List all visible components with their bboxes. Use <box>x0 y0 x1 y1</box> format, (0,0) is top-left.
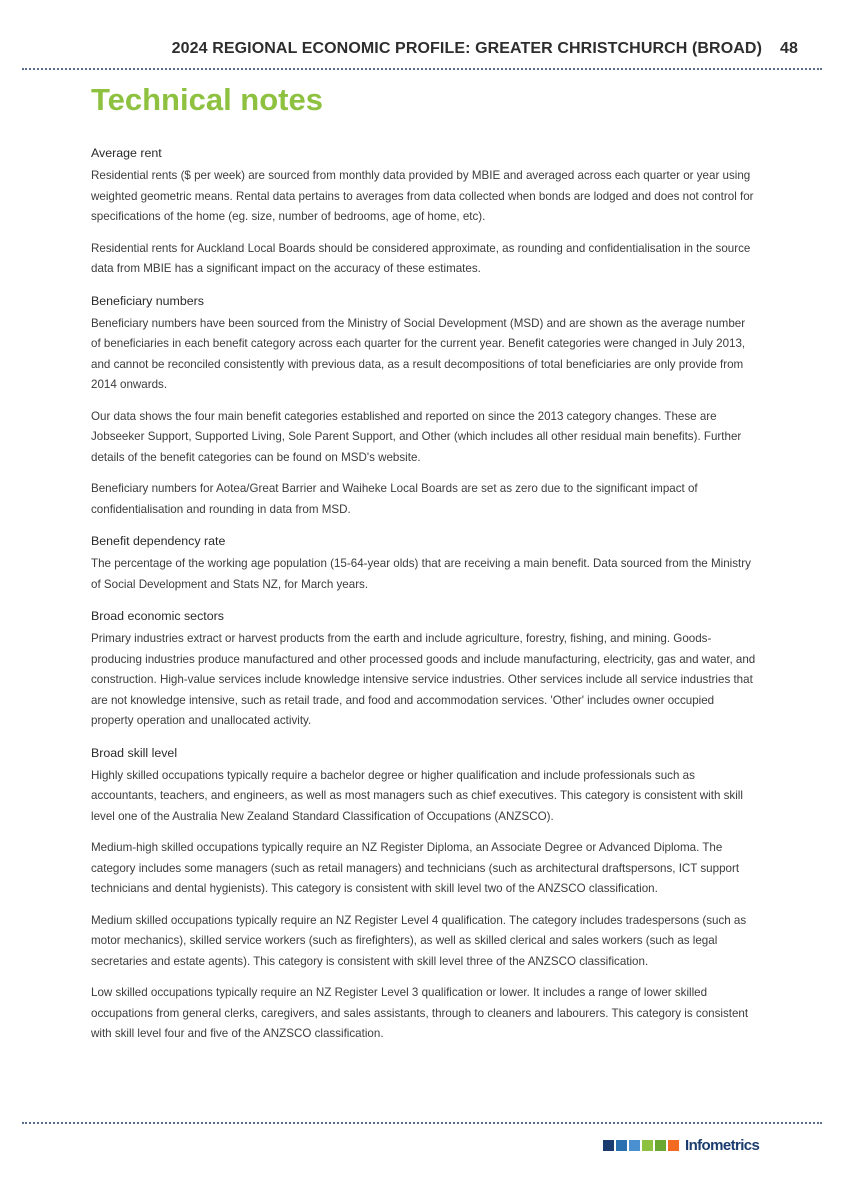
header-divider <box>22 68 822 70</box>
infometrics-logo <box>603 1135 759 1155</box>
section-paragraph: Beneficiary numbers have been sourced from the Ministry of Social Development (MSD) and are shown as the average number of beneficiaries in each benefit category across each quarter for the current year. Benefit categories were changed in July 2013, and cannot be reconciled consistently with previous data, as a result decompositions of total beneficiaries are only provide from 2014 onwards. <box>91 316 746 391</box>
section-benefit-dependency-rate <box>91 531 757 595</box>
logo-square <box>655 1140 666 1151</box>
section-paragraph: Residential rents ($ per week) are sourced from monthly data provided by MBIE and averaged across each quarter or year using weighted geometric means. Rental data pertains to averages from data collected when bonds are lodged and does not control for specifications of the home (eg. size, number of bedrooms, age of home, etc). <box>91 169 754 223</box>
logo-square <box>642 1140 653 1151</box>
logo-square <box>616 1140 627 1151</box>
section-paragraph: Medium skilled occupations typically require an NZ Register Level 4 qualification. The category includes tradespersons (such as motor mechanics), skilled service workers (such as firefighters), as well as skilled clerical and sales workers (such as legal secretaries and estate agents). This category is consistent with skill level three of the ANZSCO classification. <box>91 913 747 968</box>
page-number: 48 <box>780 40 798 57</box>
section-paragraph: Highly skilled occupations typically require a bachelor degree or higher qualification and include professionals such as accountants, teachers, and engineers, as well as most managers such as chief executives. This category is consistent with skill level one of the Australia New Zealand Standard Classification of Occupations (ANZSCO). <box>91 768 743 823</box>
page-header <box>0 40 798 58</box>
section-broad-economic-sectors <box>91 606 757 732</box>
section-paragraph: Residential rents for Auckland Local Boards should be considered approximate, as rounding and confidentialisation in the source data from MBIE has a significant impact on the accuracy of these estimates. <box>91 241 751 275</box>
document-title: 2024 REGIONAL ECONOMIC PROFILE: GREATER CHRISTCHURCH (BROAD) <box>171 40 762 57</box>
logo-square <box>603 1140 614 1151</box>
section-paragraph: Beneficiary numbers for Aotea/Great Barrier and Waiheke Local Boards are set as zero due to the significant impact of confidentialisation and rounding in data from MSD. <box>91 482 698 516</box>
logo-square <box>629 1140 640 1151</box>
section-paragraph: Our data shows the four main benefit categories established and reported on since the 2013 category changes. These are Jobseeker Support, Supported Living, Sole Parent Support, and Other (which includes all other residual main benefits). Further details of the benefit categories can be found on MSD's website. <box>91 409 742 464</box>
section-heading: Broad skill level <box>91 745 178 760</box>
section-paragraph: Low skilled occupations typically require an NZ Register Level 3 qualification or lower. It includes a range of lower skilled occupations from general clerks, caregivers, and sales assistants, through to cleaners and labourers. This category is consistent with skill level four and five of the ANZSCO classification. <box>91 986 749 1040</box>
logo-square <box>668 1140 679 1151</box>
section-heading: Broad economic sectors <box>91 609 224 623</box>
section-broad-skill-level <box>91 743 757 1045</box>
footer-divider <box>22 1122 822 1124</box>
technical-notes-body <box>91 143 757 1056</box>
section-average-rent <box>91 143 757 280</box>
section-heading: Average rent <box>91 146 162 160</box>
section-heading: Benefit dependency rate <box>91 534 226 548</box>
logo-wordmark: Infometrics <box>685 1136 760 1154</box>
section-paragraph: The percentage of the working age population (15-64-year olds) that are receiving a main benefit. Data sourced from the Ministry of Social Development and Stats NZ, for March years. <box>91 557 751 591</box>
section-heading: Beneficiary numbers <box>91 293 204 308</box>
section-beneficiary-numbers <box>91 291 757 521</box>
page-title: Technical notes <box>91 82 323 117</box>
section-paragraph: Medium-high skilled occupations typically require an NZ Register Diploma, an Associate Degree or Advanced Diploma. The category includes some managers (such as retail managers) and technicians (such as architectural draftspersons, ICT support technicians and dental hygienists). This category is consistent with skill level two of the ANZSCO classification. <box>91 841 740 895</box>
section-paragraph: Primary industries extract or harvest products from the earth and include agriculture, forestry, fishing, and mining. Goods-producing industries produce manufactured and other processed goods and include manufacturing, electricity, gas and water, and construction. High-value services include knowledge intensive service industries. Other services include all service industries that are not knowledge intensive, such as retail trade, and food and accommodation services. 'Other' includes owner occupied property operation and unallocated activity. <box>91 632 756 727</box>
